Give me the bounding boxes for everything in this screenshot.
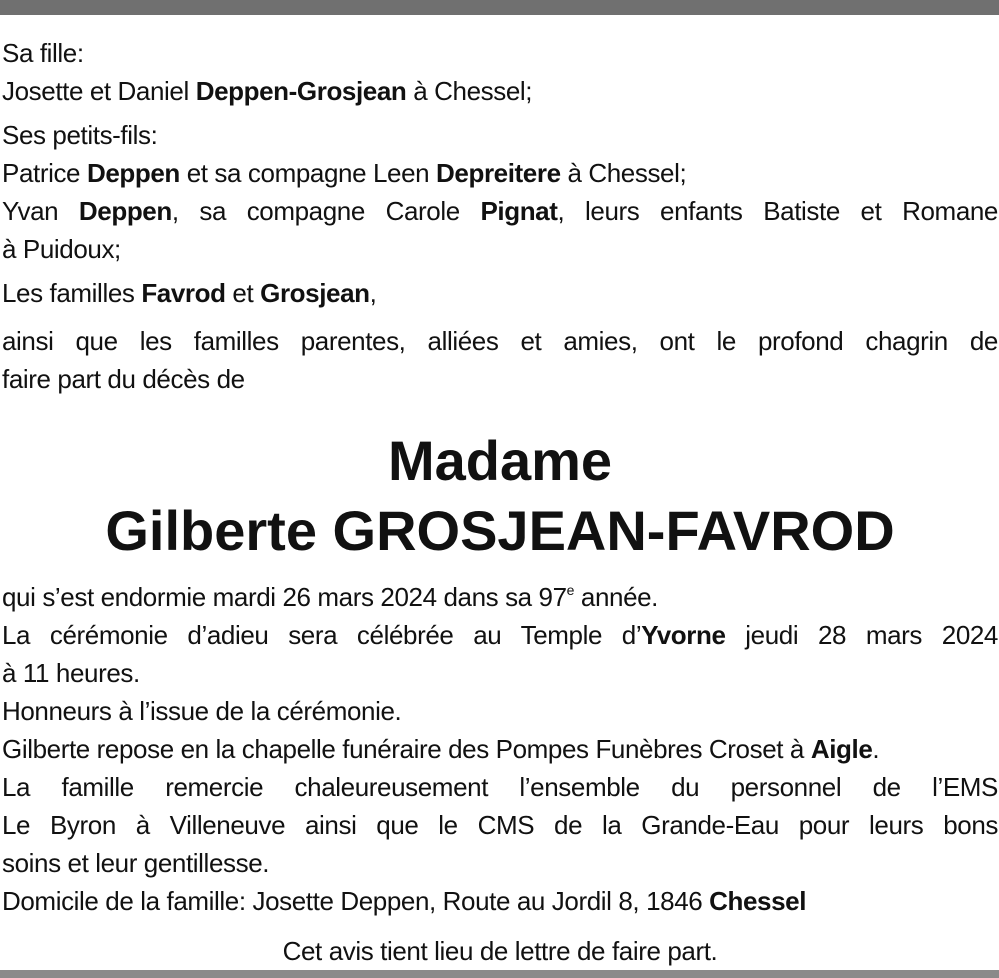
ceremony-place: Yvorne xyxy=(641,620,726,650)
yvan-partner-surname: Pignat xyxy=(480,196,558,226)
families-post: , xyxy=(369,278,377,308)
home-pre: Domicile de la famille: Josette Deppen, Route au Jordil 8, 1846 xyxy=(2,886,710,916)
bottom-rule xyxy=(0,970,999,978)
patrice-partner-surname: Depreitere xyxy=(436,158,561,188)
rest-post: . xyxy=(872,734,880,764)
patrice-mid: et sa compagne Leen xyxy=(179,158,437,188)
thanks-line2: Le Byron à Villeneuve ainsi que le CMS de la Grande-Eau pour leurs bons xyxy=(2,810,998,840)
home-line xyxy=(2,882,998,920)
announcement-line2: faire part du décès de xyxy=(2,364,245,394)
top-rule xyxy=(0,0,999,15)
announcement-line1: ainsi que les familles parentes, alliées et amies, ont le profond chagrin de xyxy=(2,326,998,356)
rest-pre: Gilberte repose en la chapelle funéraire des Pompes Funèbres Croset à xyxy=(2,734,811,764)
yvan-post: , leurs enfants Batiste et Romane xyxy=(557,196,998,226)
thanks-line3: soins et leur gentillesse. xyxy=(2,848,270,878)
patrice-post: à Chessel; xyxy=(560,158,687,188)
deceased-heading xyxy=(2,426,998,566)
death-line xyxy=(2,578,998,616)
death-post: année. xyxy=(574,582,659,612)
thanks-line1: La famille remercie chaleureusement l’ensemble du personnel de l’EMS xyxy=(2,772,998,802)
death-superscript: e xyxy=(566,582,575,598)
yvan-surname: Deppen xyxy=(78,196,172,226)
daughter-line xyxy=(2,72,998,110)
obituary-body xyxy=(2,34,998,970)
family-favrod: Favrod xyxy=(141,278,226,308)
families-mid: et xyxy=(225,278,261,308)
ceremony-line xyxy=(2,616,998,654)
daughter-line-post: à Chessel; xyxy=(406,76,533,106)
families-pre: Les familles xyxy=(2,278,142,308)
grandsons-label: Ses petits-fils: xyxy=(2,120,158,150)
daughter-line-pre: Josette et Daniel xyxy=(2,76,196,106)
yvan-pre: Yvan xyxy=(2,196,79,226)
death-pre: qui s’est endormie mardi 26 mars 2024 dans sa 97 xyxy=(2,582,567,612)
ceremony-pre: La cérémonie d’adieu sera célébrée au Temple d’ xyxy=(2,620,642,650)
deceased-name: Gilberte GROSJEAN-FAVROD xyxy=(105,499,895,562)
patrice-pre: Patrice xyxy=(2,158,87,188)
rest-line xyxy=(2,730,998,768)
rest-place: Aigle xyxy=(810,734,873,764)
yvan-mid: , sa compagne Carole xyxy=(171,196,481,226)
notice-line: Cet avis tient lieu de lettre de faire part. xyxy=(282,936,718,966)
honours-line: Honneurs à l’issue de la cérémonie. xyxy=(2,696,402,726)
daughter-surname: Deppen-Grosjean xyxy=(195,76,407,106)
ceremony-post: jeudi 28 mars 2024 xyxy=(725,620,998,650)
family-grosjean: Grosjean xyxy=(260,278,370,308)
patrice-surname: Deppen xyxy=(86,158,180,188)
grandson-yvan-line xyxy=(2,192,998,230)
families-line xyxy=(2,274,998,312)
grandson-yvan-line2: à Puidoux; xyxy=(2,234,121,264)
grandson-patrice-line xyxy=(2,154,998,192)
daughter-label: Sa fille: xyxy=(2,38,84,68)
home-place: Chessel xyxy=(709,886,807,916)
deceased-title: Madame xyxy=(387,429,613,492)
ceremony-time: à 11 heures. xyxy=(2,658,140,688)
